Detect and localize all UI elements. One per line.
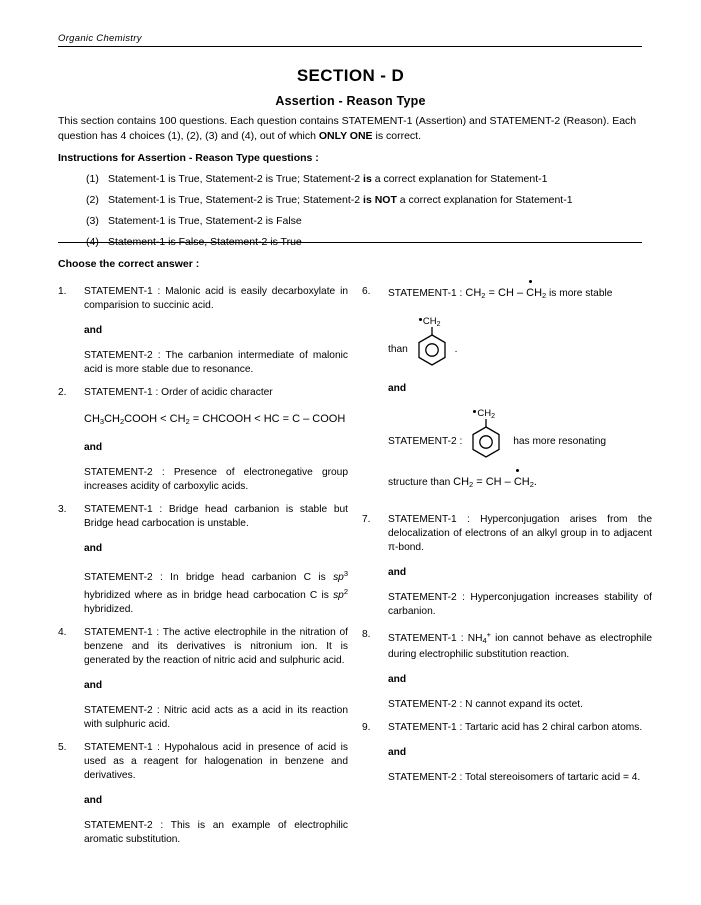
- benzyl-radical-structure: [411, 315, 453, 371]
- benzyl-cap-text: CH: [422, 316, 437, 327]
- instruction-text: Statement-1 is False, Statement-2 is True: [108, 236, 302, 248]
- question-item: [58, 503, 348, 617]
- and-connector: and: [84, 442, 103, 453]
- instruction-number: (4): [86, 236, 99, 248]
- statement-2-line2-end: .: [533, 476, 537, 488]
- statement-2: STATEMENT-2 : Hyperconjugation increases stability of carbanion.: [388, 592, 652, 617]
- ammonium-charge: +: [486, 630, 491, 639]
- hybridization-sp2-exponent: 2: [343, 587, 348, 596]
- header-divider: [58, 46, 642, 47]
- questions-column-left: [58, 285, 348, 856]
- statement-2: STATEMENT-2 : The carbanion intermediate of malonic acid is more stable due to resonance.: [84, 350, 348, 375]
- instruction-text-emphasis: is: [363, 173, 372, 185]
- statement-2-structure-line: [388, 407, 652, 463]
- statement-1-label: STATEMENT-1 :: [388, 288, 463, 299]
- statement-1: STATEMENT-1 : Tartaric acid has 2 chiral carbon atoms.: [388, 722, 643, 733]
- question-item: [362, 513, 652, 619]
- instructions-title: Instructions for Assertion - Reason Type questions :: [58, 152, 319, 164]
- question-item: [362, 721, 652, 785]
- instruction-text-pre: Statement-1 is True, Statement-2 is True; Statement-2: [108, 173, 364, 185]
- intro-text-part2: is correct.: [372, 130, 421, 142]
- question-body: [388, 285, 652, 504]
- than-label: than: [388, 344, 408, 355]
- instruction-option-1: [58, 172, 644, 186]
- question-number: 5.: [58, 742, 67, 753]
- statement-1: STATEMENT-1 : Bridge head carbanion is stable but Bridge head carbocation is unstable.: [84, 504, 348, 529]
- statement-2: STATEMENT-2 : Nitric acid acts as a acid in its reaction with sulphuric acid.: [84, 705, 348, 730]
- question-number: 8.: [362, 629, 371, 640]
- statement-1: [388, 513, 652, 555]
- ammonium-subscript: 4: [482, 636, 487, 645]
- questions-column-right: [362, 285, 652, 794]
- statement-2-tail: has more resonating: [513, 436, 607, 447]
- and-connector: and: [84, 325, 103, 336]
- instruction-number: (1): [86, 173, 99, 185]
- statement-2: STATEMENT-2 : Total stereoisomers of tartaric acid = 4.: [388, 772, 641, 783]
- question-number: 4.: [58, 627, 67, 638]
- benzene-ring-icon: [470, 418, 502, 460]
- running-header-title: Organic Chemistry: [58, 33, 142, 44]
- instruction-text: Statement-1 is True, Statement-2 is False: [108, 215, 302, 227]
- benzene-ring-icon: [416, 326, 448, 368]
- radical-dot-icon: [419, 318, 422, 321]
- question-body: [388, 721, 652, 785]
- section-title: SECTION - D: [296, 66, 405, 85]
- hybridization-sp3-exponent: 3: [343, 569, 348, 578]
- statement-1: STATEMENT-1 : The active electrophile in the nitration of benzene and its derivatives is nitronium ion. It is generated by the reaction of nitric acid and sulphuric acid.: [84, 627, 348, 666]
- instructions-list: [58, 172, 644, 249]
- question-body: [84, 285, 348, 377]
- benzyl-cap-sub: 2: [436, 321, 441, 328]
- pi-symbol: π: [388, 542, 396, 553]
- and-connector: and: [84, 795, 103, 806]
- question-item: [58, 285, 348, 377]
- question-item: [362, 628, 652, 712]
- statement-1-post: -bond.: [395, 542, 424, 553]
- instruction-text-emphasis: is NOT: [363, 194, 397, 206]
- hybridization-sp2: sp: [333, 590, 344, 601]
- benzyl-radical-structure: [465, 407, 507, 463]
- section-subtitle: Assertion - Reason Type: [275, 94, 426, 108]
- question-number: 9.: [362, 722, 371, 733]
- question-number: 1.: [58, 286, 67, 297]
- instructions-divider: [58, 242, 642, 243]
- and-connector: and: [84, 680, 103, 691]
- statement-2-part1: STATEMENT-2 : In bridge head carbanion C is: [84, 572, 334, 583]
- intro-only-one-emphasis: ONLY ONE: [318, 130, 373, 142]
- statement-1: STATEMENT-1 : Malonic acid is easily decarboxylate in comparision to succinic acid.: [84, 286, 348, 311]
- period-mark: .: [454, 344, 458, 355]
- statement-1-pre: STATEMENT-1 : Hyperconjugation arises from the delocalization of electrons of an alkyl group in to adjacent: [388, 514, 652, 539]
- intro-paragraph: [58, 114, 644, 144]
- question-item: [58, 626, 348, 732]
- instruction-number: (3): [86, 215, 99, 227]
- instruction-text: [108, 193, 644, 207]
- question-body: [84, 503, 348, 617]
- instructions-block: [58, 152, 644, 256]
- statement-2-label: STATEMENT-2 :: [388, 436, 463, 447]
- instruction-text-post: a correct explanation for Statement-1: [396, 194, 573, 206]
- statement-1: [388, 285, 652, 304]
- question-body: [84, 741, 348, 847]
- statement-1-post: ion cannot behave as electrophile during electrophilic substitution reaction.: [388, 633, 652, 660]
- question-number: 6.: [362, 286, 371, 297]
- and-connector: and: [388, 674, 407, 685]
- allyl-radical-formula: $CH_2$ = CH – $CH_2$: [453, 476, 534, 489]
- question-body: [388, 628, 652, 712]
- structure-than-label: structure than: [388, 477, 454, 488]
- statement-2-line2: [388, 474, 652, 493]
- question-item: [58, 741, 348, 847]
- statement-2-part2: hybridized where as in bridge head carbocation C is: [84, 590, 334, 601]
- statement-1-pre: STATEMENT-1 : NH: [388, 633, 483, 644]
- benzyl-comparison-line: [388, 315, 652, 371]
- and-connector: and: [388, 567, 407, 578]
- statement-1: STATEMENT-1 : Hypohalous acid in presence of acid is used as a reagent for halogenation in benzene and derivatives.: [84, 742, 348, 781]
- and-connector: and: [388, 383, 407, 394]
- choose-answer-label: Choose the correct answer :: [58, 258, 200, 270]
- and-connector: and: [84, 543, 103, 554]
- statement-1: STATEMENT-1 : Order of acidic character: [84, 387, 273, 398]
- question-item: [58, 386, 348, 494]
- statement-1: [388, 628, 652, 662]
- statement-1-tail: is more stable: [546, 288, 613, 299]
- statement-2-part3: hybridized.: [84, 604, 134, 615]
- statement-2: STATEMENT-2 : N cannot expand its octet.: [388, 699, 583, 710]
- instruction-text: [108, 172, 644, 186]
- instruction-text-pre: Statement-1 is True, Statement-2 is True; Statement-2: [108, 194, 364, 206]
- and-connector: and: [388, 747, 407, 758]
- question-body: [388, 513, 652, 619]
- running-header: [58, 33, 642, 47]
- benzyl-cap-sub: 2: [491, 413, 496, 420]
- radical-dot-icon: [473, 410, 476, 413]
- question-number: 2.: [58, 387, 67, 398]
- question-item: [362, 285, 652, 504]
- benzyl-cap-text: CH: [477, 408, 492, 419]
- instruction-text-post: a correct explanation for Statement-1: [371, 173, 548, 185]
- allyl-radical-formula: $CH_2$ = CH – $CH_2$: [465, 287, 547, 300]
- question-number: 7.: [362, 514, 371, 525]
- question-body: [84, 386, 348, 494]
- statement-2: STATEMENT-2 : This is an example of electrophilic aromatic substitution.: [84, 820, 348, 845]
- instruction-number: (2): [86, 194, 99, 206]
- question-body: [84, 626, 348, 732]
- statement-2: [84, 567, 348, 617]
- acidity-order-formula: $CH_3CH_2COOH < CH_2$ = CHCOOH < HC = C – COOH: [84, 413, 346, 426]
- question-number: 3.: [58, 504, 67, 515]
- instruction-option-2: [58, 193, 644, 207]
- hybridization-sp3: sp: [333, 572, 344, 583]
- statement-2: STATEMENT-2 : Presence of electronegative group increases acidity of carboxylic acids.: [84, 467, 348, 492]
- instruction-option-3: [58, 214, 644, 228]
- intro-text-part1: This section contains 100 questions. Each question contains STATEMENT-1 (Assertion) and STATEMENT-2 (Reason). Each question has 4 choices (1), (2), (3) and (4), out of which: [58, 115, 637, 142]
